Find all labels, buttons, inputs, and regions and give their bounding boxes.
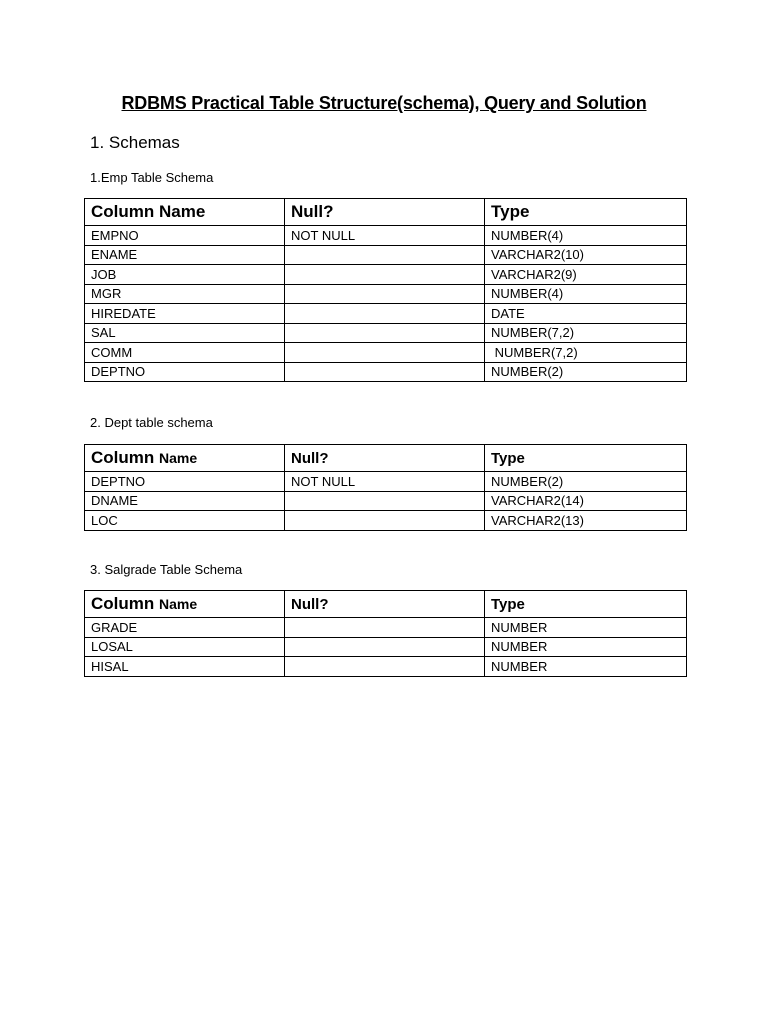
dept-table-caption: 2. Dept table schema — [90, 415, 213, 430]
column-name-cell: HISAL — [85, 657, 285, 677]
column-name-cell: LOSAL — [85, 637, 285, 657]
null-cell — [285, 618, 485, 638]
type-cell: VARCHAR2(13) — [485, 511, 687, 531]
salgrade-schema-table — [84, 590, 687, 677]
null-cell — [285, 491, 485, 511]
column-header-word: Column — [91, 594, 155, 613]
null-header: Null? — [285, 445, 485, 472]
column-name-cell: COMM — [85, 343, 285, 363]
null-cell — [285, 304, 485, 324]
null-header: Null? — [285, 591, 485, 618]
null-cell — [285, 637, 485, 657]
name-header-word: Name — [159, 596, 198, 612]
type-cell: NUMBER — [485, 618, 687, 638]
table-row — [85, 511, 687, 531]
table-row — [85, 284, 687, 304]
type-cell: NUMBER(2) — [485, 472, 687, 492]
table-row — [85, 491, 687, 511]
type-header: Type — [485, 445, 687, 472]
null-cell — [285, 265, 485, 285]
column-name-cell: SAL — [85, 323, 285, 343]
column-header-word: Column — [91, 448, 155, 467]
table-header-row — [85, 445, 687, 472]
table-row — [85, 657, 687, 677]
column-name-cell: DEPTNO — [85, 472, 285, 492]
type-cell: DATE — [485, 304, 687, 324]
type-cell: NUMBER(7,2) — [485, 323, 687, 343]
name-header-word: Name — [159, 450, 198, 466]
column-name-cell: MGR — [85, 284, 285, 304]
type-header: Type — [485, 591, 687, 618]
column-name-header: Column Name — [85, 199, 285, 226]
column-name-cell: DEPTNO — [85, 362, 285, 382]
page-title: RDBMS Practical Table Structure(schema), Query and Solution — [121, 93, 647, 113]
table-header-row — [85, 199, 687, 226]
type-cell: NUMBER(7,2) — [485, 343, 687, 363]
type-cell: NUMBER(2) — [485, 362, 687, 382]
column-name-cell: HIREDATE — [85, 304, 285, 324]
section-heading: 1. Schemas — [90, 133, 180, 152]
column-name-header — [85, 445, 285, 472]
column-name-cell: ENAME — [85, 245, 285, 265]
table-row — [85, 304, 687, 324]
table-row — [85, 343, 687, 363]
column-name-cell: EMPNO — [85, 226, 285, 246]
salgrade-table-caption: 3. Salgrade Table Schema — [90, 562, 243, 577]
table-row — [85, 637, 687, 657]
null-cell — [285, 284, 485, 304]
column-name-cell: JOB — [85, 265, 285, 285]
column-name-header — [85, 591, 285, 618]
type-cell: NUMBER — [485, 657, 687, 677]
null-cell — [285, 362, 485, 382]
null-cell — [285, 511, 485, 531]
emp-schema-table — [84, 198, 687, 382]
table-row — [85, 618, 687, 638]
type-cell: VARCHAR2(14) — [485, 491, 687, 511]
column-name-cell: LOC — [85, 511, 285, 531]
table-row — [85, 265, 687, 285]
column-name-cell: DNAME — [85, 491, 285, 511]
table-row — [85, 245, 687, 265]
table-row — [85, 323, 687, 343]
null-cell: NOT NULL — [285, 472, 485, 492]
table-row — [85, 362, 687, 382]
null-header: Null? — [285, 199, 485, 226]
table-header-row — [85, 591, 687, 618]
null-cell — [285, 245, 485, 265]
null-cell: NOT NULL — [285, 226, 485, 246]
type-cell: VARCHAR2(10) — [485, 245, 687, 265]
type-cell: NUMBER(4) — [485, 284, 687, 304]
null-cell — [285, 657, 485, 677]
null-cell — [285, 343, 485, 363]
dept-schema-table — [84, 444, 687, 531]
table-row — [85, 226, 687, 246]
emp-table-caption: 1.Emp Table Schema — [90, 170, 214, 185]
type-cell: NUMBER — [485, 637, 687, 657]
type-cell: NUMBER(4) — [485, 226, 687, 246]
null-cell — [285, 323, 485, 343]
type-header: Type — [485, 199, 687, 226]
column-name-cell: GRADE — [85, 618, 285, 638]
table-row — [85, 472, 687, 492]
type-cell: VARCHAR2(9) — [485, 265, 687, 285]
